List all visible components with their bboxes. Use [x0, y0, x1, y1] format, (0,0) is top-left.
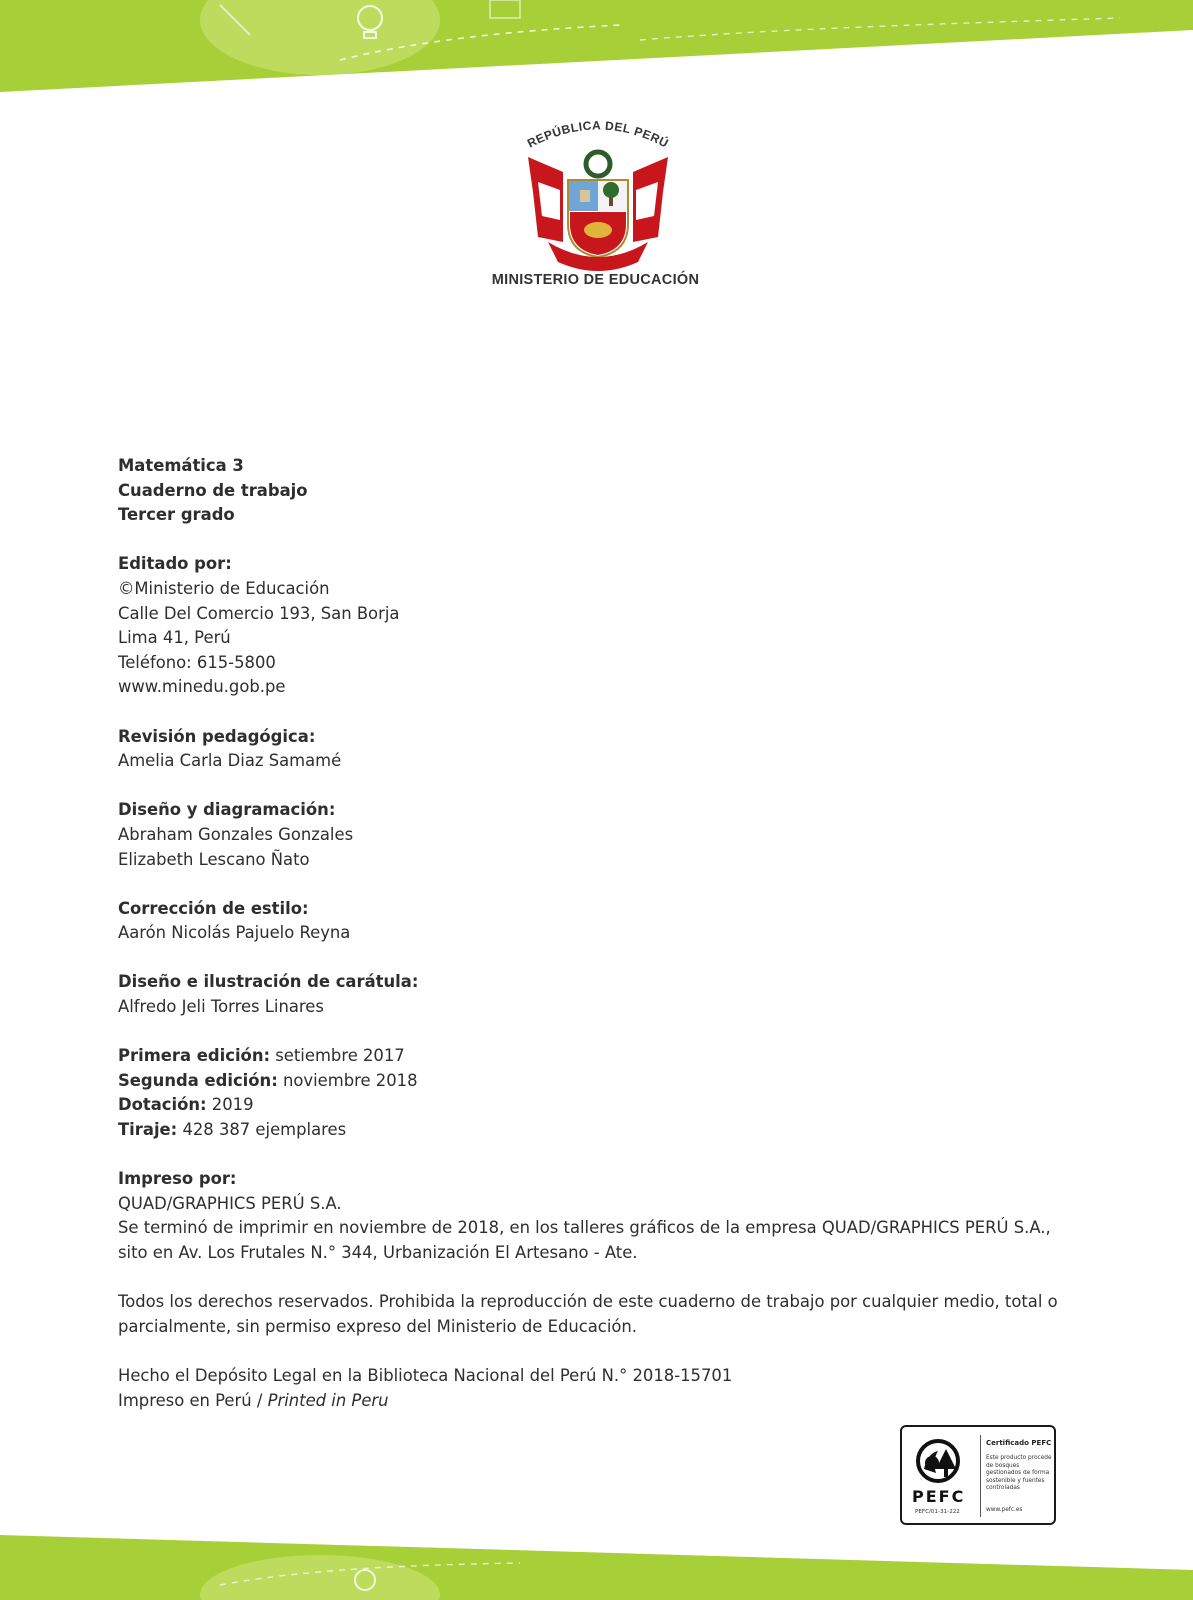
pefc-url: www.pefc.es — [986, 1507, 1023, 1513]
print-run-value: 428 387 ejemplares — [177, 1120, 347, 1140]
cover-label: Diseño e ilustración de carátula: — [118, 972, 419, 992]
allocation-value: 2019 — [206, 1095, 254, 1115]
design-block — [118, 798, 1078, 872]
pefc-cert-title: Certificado PEFC — [986, 1439, 1052, 1447]
pefc-divider — [980, 1435, 981, 1517]
legal-deposit: Hecho el Depósito Legal en la Biblioteca Nacional del Perú N.° 2018-15701 — [118, 1365, 733, 1385]
reviewer-name: Amelia Carla Diaz Samamé — [118, 751, 342, 771]
proofreading-block — [118, 897, 1078, 946]
second-edition-label: Segunda edición: — [118, 1070, 278, 1090]
ministry-name: MINISTERIO DE EDUCACIÓN — [491, 272, 700, 288]
designer-name: Elizabeth Lescano Ñato — [118, 849, 310, 869]
book-subtitle: Cuaderno de trabajo — [118, 480, 308, 500]
publisher-website: www.minedu.gob.pe — [118, 677, 286, 697]
cover-artist-name: Alfredo Jeli Torres Linares — [118, 997, 324, 1017]
publisher-phone: Teléfono: 615-5800 — [118, 652, 276, 672]
book-title-block — [118, 454, 1078, 528]
pefc-certification-badge — [900, 1425, 1056, 1525]
bottom-decorative-band — [0, 1525, 1193, 1600]
book-title: Matemática 3 — [118, 456, 244, 475]
pefc-cert-text: Este producto procede de bosques gestionados de forma sostenible y fuentes controladas — [986, 1455, 1052, 1492]
second-edition-value: noviembre 2018 — [277, 1070, 418, 1090]
rights-notice: Todos los derechos reservados. Prohibida la reproducción de este cuaderno de trabajo por cualquier medio, total o parcialmente, sin permiso expreso del Ministerio de Educación. — [118, 1292, 1058, 1336]
proofreading-label: Corrección de estilo: — [118, 898, 309, 918]
rights-block — [118, 1290, 1078, 1339]
edited-by-label: Editado por: — [118, 554, 232, 574]
printer-block — [118, 1167, 1078, 1265]
publisher-city: Lima 41, Perú — [118, 628, 231, 648]
allocation-label: Dotación: — [118, 1095, 207, 1115]
printed-in: Impreso en Perú / — [118, 1390, 268, 1410]
designer-name: Abraham Gonzales Gonzales — [118, 824, 354, 844]
pefc-code: PEFC/01-31-222 — [915, 1509, 960, 1515]
review-block — [118, 725, 1078, 774]
design-label: Diseño y diagramación: — [118, 800, 336, 820]
emblem-arc-text: REPÚBLICA DEL PERÚ — [525, 118, 671, 151]
pefc-wordmark: PEFC — [912, 1487, 966, 1506]
review-label: Revisión pedagógica: — [118, 726, 316, 746]
svg-text:REPÚBLICA DEL PERÚ — [525, 118, 671, 150]
printer-label: Impreso por: — [118, 1169, 237, 1189]
publisher-name: ©Ministerio de Educación — [118, 578, 330, 598]
top-decorative-band — [0, 0, 1193, 100]
cover-block — [118, 970, 1078, 1019]
credits-block — [118, 454, 1078, 1413]
legal-block — [118, 1364, 1078, 1413]
printed-in-english: Printed in Peru — [267, 1390, 389, 1410]
printer-name: QUAD/GRAPHICS PERÚ S.A. — [118, 1193, 342, 1213]
editions-block — [118, 1044, 1078, 1142]
publisher-address: Calle Del Comercio 193, San Borja — [118, 603, 400, 623]
first-edition-label: Primera edición: — [118, 1046, 271, 1066]
print-run-label: Tiraje: — [118, 1120, 178, 1140]
printer-details: Se terminó de imprimir en noviembre de 2018, en los talleres gráficos de la empresa QUAD/GRAPHICS PERÚ S.A., sito en Av. Los Frutales N.° 344, Urbanización El Artesano - Ate. — [118, 1218, 1051, 1262]
first-edition-value: setiembre 2017 — [270, 1046, 405, 1066]
proofreader-name: Aarón Nicolás Pajuelo Reyna — [118, 923, 351, 943]
edited-by-block — [118, 552, 1078, 700]
book-grade: Tercer grado — [118, 505, 235, 525]
peru-coat-of-arms — [488, 112, 708, 297]
